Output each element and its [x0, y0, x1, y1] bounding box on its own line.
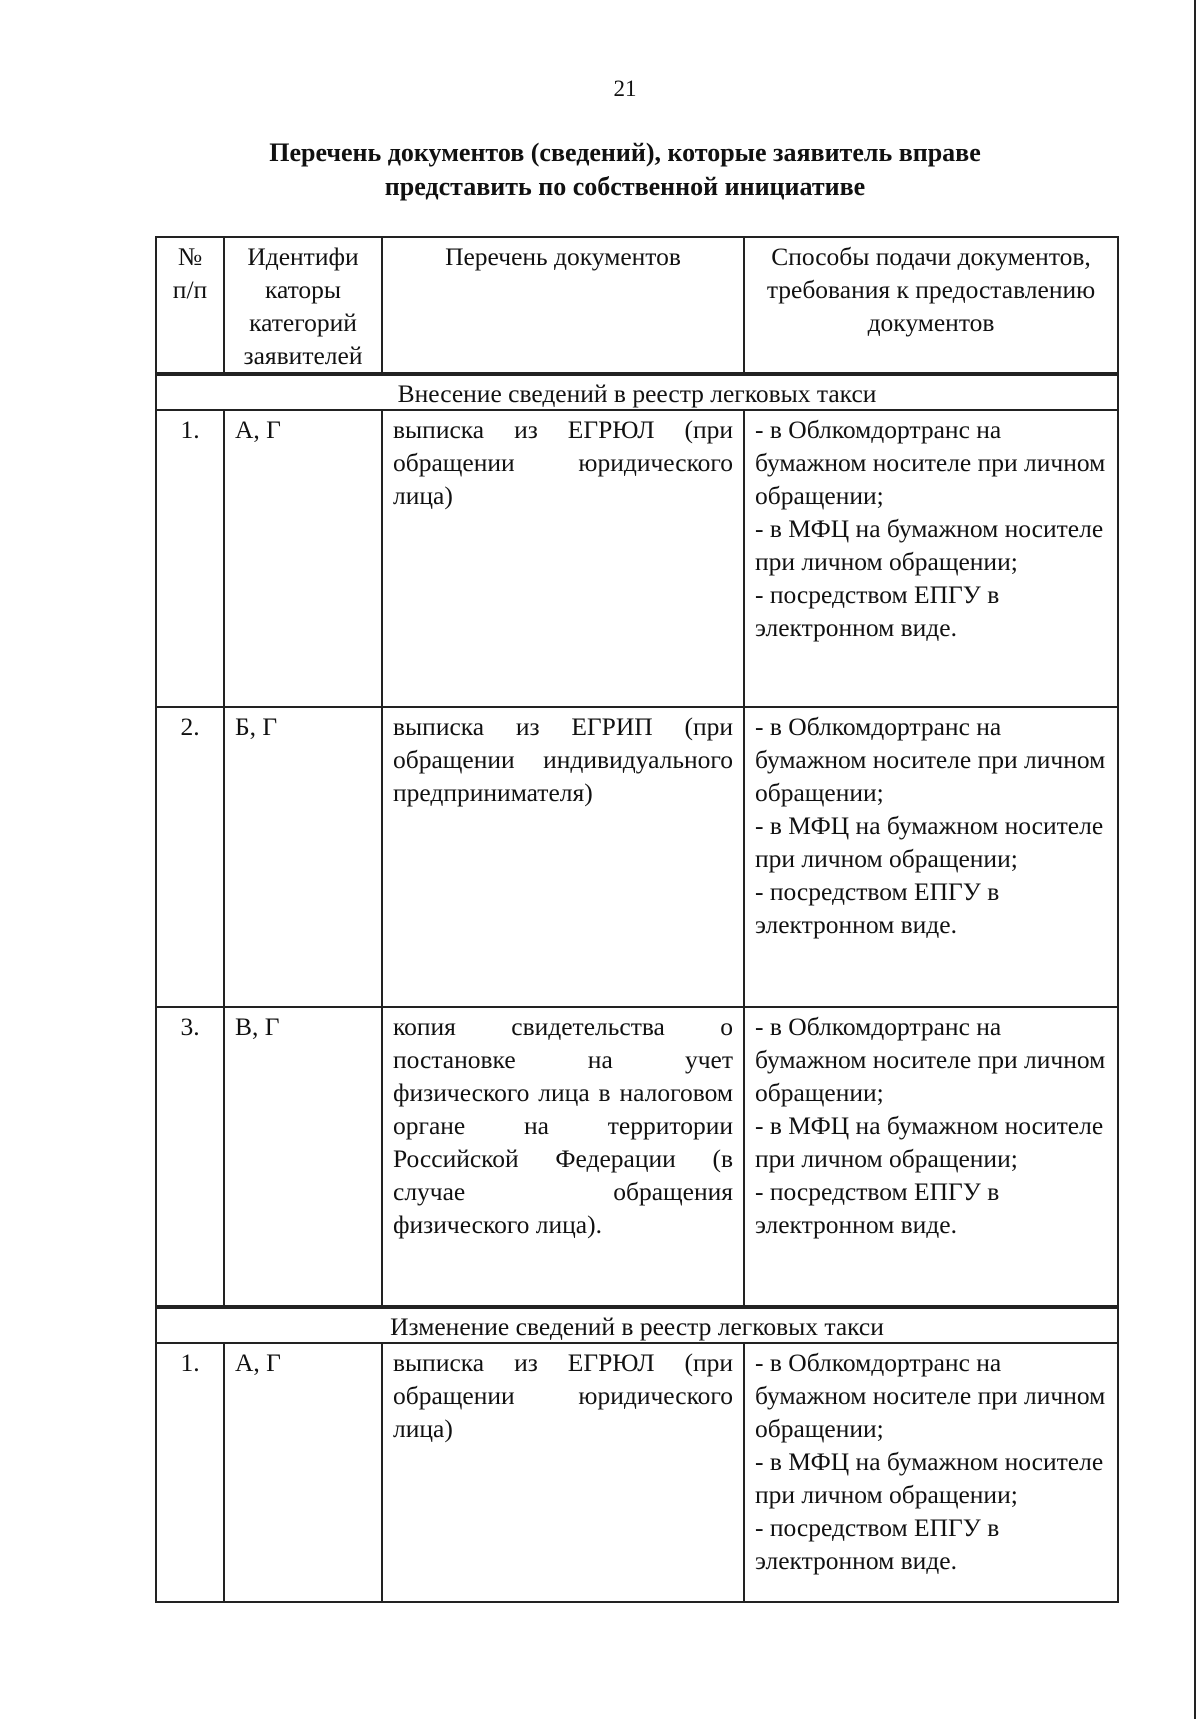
page-number: 21 [613, 76, 637, 101]
section-title: Изменение сведений в реестр легковых такси [156, 1307, 1118, 1343]
submission-way-item: - в Облкомдортранс на бумажном носителе при личном обращении; [755, 1348, 1106, 1443]
section-title: Внесение сведений в реестр легковых такси [156, 374, 1118, 410]
submission-way-item: - посредством ЕПГУ в электронном виде. [755, 1513, 1000, 1575]
header-submission-ways: Способы подачи документов, требования к предоставлению документов [744, 237, 1118, 374]
header-num: № п/п [156, 237, 224, 374]
section-header-row [156, 374, 1118, 410]
page-edge-line [1194, 0, 1196, 1719]
table-body [156, 237, 1118, 1602]
submission-way-item: - посредством ЕПГУ в электронном виде. [755, 580, 1000, 642]
cell-num: 2. [156, 707, 224, 1007]
submission-way-item: - посредством ЕПГУ в электронном виде. [755, 877, 1000, 939]
cell-documents: выписка из ЕГРИП (при обращении индивидуального предпринимателя) [382, 707, 744, 1007]
submission-way-item: - в МФЦ на бумажном носителе при личном обращении; [755, 1111, 1104, 1173]
cell-identifiers: В, Г [224, 1007, 382, 1307]
submission-way-item: - в Облкомдортранс на бумажном носителе при личном обращении; [755, 712, 1106, 807]
submission-way-item: - посредством ЕПГУ в электронном виде. [755, 1177, 1000, 1239]
submission-way-item: - в МФЦ на бумажном носителе при личном обращении; [755, 514, 1104, 576]
submission-way-item: - в Облкомдортранс на бумажном носителе при личном обращении; [755, 415, 1106, 510]
cell-submission-ways [744, 1343, 1118, 1602]
table-row [156, 410, 1118, 707]
table-row [156, 1007, 1118, 1307]
cell-submission-ways [744, 410, 1118, 707]
cell-identifiers: Б, Г [224, 707, 382, 1007]
header-documents: Перечень документов [382, 237, 744, 374]
submission-way-item: - в МФЦ на бумажном носителе при личном обращении; [755, 811, 1104, 873]
document-title [150, 136, 1100, 204]
cell-submission-ways [744, 1007, 1118, 1307]
cell-num: 3. [156, 1007, 224, 1307]
cell-num: 1. [156, 410, 224, 707]
header-row [156, 237, 1118, 374]
cell-documents: выписка из ЕГРЮЛ (при обращении юридического лица) [382, 410, 744, 707]
table-row [156, 707, 1118, 1007]
title-line-2: представить по собственной инициативе [384, 172, 866, 201]
submission-way-item: - в Облкомдортранс на бумажном носителе при личном обращении; [755, 1012, 1106, 1107]
section-header-row [156, 1307, 1118, 1343]
header-identifiers: Идентифи каторы категорий заявителей [224, 237, 382, 374]
cell-documents: копия свидетельства о постановке на учет физического лица в налоговом органе на территории Российской Федерации (в случае обращения физического лица). [382, 1007, 744, 1307]
cell-documents: выписка из ЕГРЮЛ (при обращении юридического лица) [382, 1343, 744, 1602]
table-row [156, 1343, 1118, 1602]
cell-identifiers: А, Г [224, 410, 382, 707]
title-line-1: Перечень документов (сведений), которые заявитель вправе [269, 138, 981, 167]
documents-table [155, 236, 1119, 1603]
cell-submission-ways [744, 707, 1118, 1007]
submission-way-item: - в МФЦ на бумажном носителе при личном обращении; [755, 1447, 1104, 1509]
cell-num: 1. [156, 1343, 224, 1602]
cell-identifiers: А, Г [224, 1343, 382, 1602]
